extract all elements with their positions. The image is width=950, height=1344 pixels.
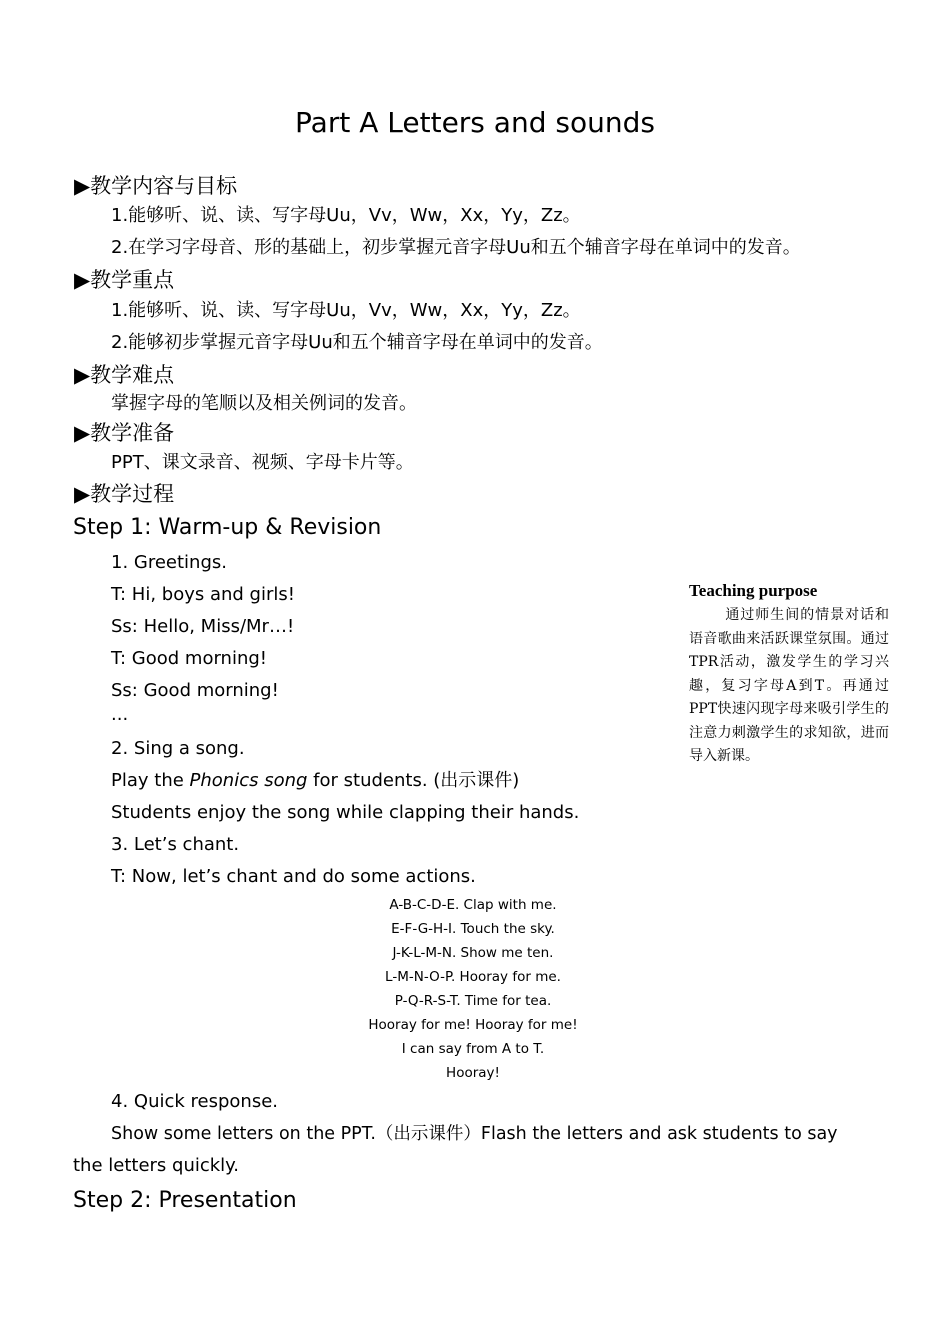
key-point-item: 2.能够初步掌握元音字母Uu和五个辅音字母在单词中的发音。 <box>111 332 603 353</box>
teaching-purpose-text: 通过师生间的情景对话和语音歌曲来活跃课堂氛围。通过TPR活动，激发学生的学习兴趣，复习字母A到T。再通过PPT快速闪现字母来吸引学生的注意力刺激学生的求知欲，进而导入新课。 <box>689 607 889 764</box>
song-name: Phonics song <box>189 770 308 791</box>
dialogue-line: Ss: Hello, Miss/Mr…! <box>111 616 295 637</box>
song-title: 2. Sing a song. <box>111 738 245 759</box>
key-point-item: 1.能够听、说、读、写字母Uu，Vv，Ww，Xx，Yy，Zz。 <box>111 300 581 321</box>
chant-line: E-F-G-H-I. Touch the sky. <box>391 921 555 937</box>
step2-heading: Step 2: Presentation <box>73 1188 297 1213</box>
song-instruction-tail: for students. (出示课件) <box>307 770 520 791</box>
step1-heading: Step 1: Warm-up & Revision <box>73 515 382 540</box>
response-text-line2: the letters quickly. <box>73 1155 239 1176</box>
dialogue-line: T: Good morning! <box>111 648 268 669</box>
dialogue-ellipsis: ... <box>111 704 129 725</box>
chant-line: Hooray! <box>446 1065 500 1081</box>
objective-item: 1.能够听、说、读、写字母Uu，Vv，Ww，Xx，Yy，Zz。 <box>111 205 581 226</box>
chant-intro: T: Now, let’s chant and do some actions. <box>111 866 476 887</box>
page-title: Part A Letters and sounds <box>295 106 655 139</box>
teaching-purpose-title: Teaching purpose <box>689 581 818 600</box>
chant-line: A-B-C-D-E. Clap with me. <box>389 897 557 913</box>
chant-line: J-K-L-M-N. Show me ten. <box>392 945 554 961</box>
section-heading-key-points: ▶教学重点 <box>74 268 175 292</box>
dialogue-line: T: Hi, boys and girls! <box>111 584 295 605</box>
response-text-line1: Show some letters on the PPT.（出示课件）Flash the letters and ask students to say <box>111 1124 838 1144</box>
song-instruction <box>111 769 519 793</box>
section-heading-process: ▶教学过程 <box>74 482 175 506</box>
dialogue-line: Ss: Good morning! <box>111 680 279 701</box>
section-heading-objectives: ▶教学内容与目标 <box>74 174 238 198</box>
chant-line: P-Q-R-S-T. Time for tea. <box>394 993 552 1009</box>
greetings-title: 1. Greetings. <box>111 552 227 573</box>
preparation-text: PPT、课文录音、视频、字母卡片等。 <box>111 452 414 473</box>
section-heading-preparation: ▶教学准备 <box>74 421 175 445</box>
difficulties-text: 掌握字母的笔顺以及相关例词的发音。 <box>111 393 417 414</box>
response-title: 4. Quick response. <box>111 1091 278 1112</box>
song-note: Students enjoy the song while clapping their hands. <box>111 802 580 823</box>
chant-line: L-M-N-O-P. Hooray for me. <box>385 969 561 985</box>
section-heading-difficulties: ▶教学难点 <box>74 363 175 387</box>
objective-item: 2.在学习字母音、形的基础上，初步掌握元音字母Uu和五个辅音字母在单词中的发音。 <box>111 237 801 258</box>
chant-line: Hooray for me! Hooray for me! <box>368 1017 578 1033</box>
chant-line: I can say from A to T. <box>401 1041 545 1057</box>
song-instruction-lead: Play the <box>111 770 190 791</box>
chant-title: 3. Let’s chant. <box>111 834 240 855</box>
